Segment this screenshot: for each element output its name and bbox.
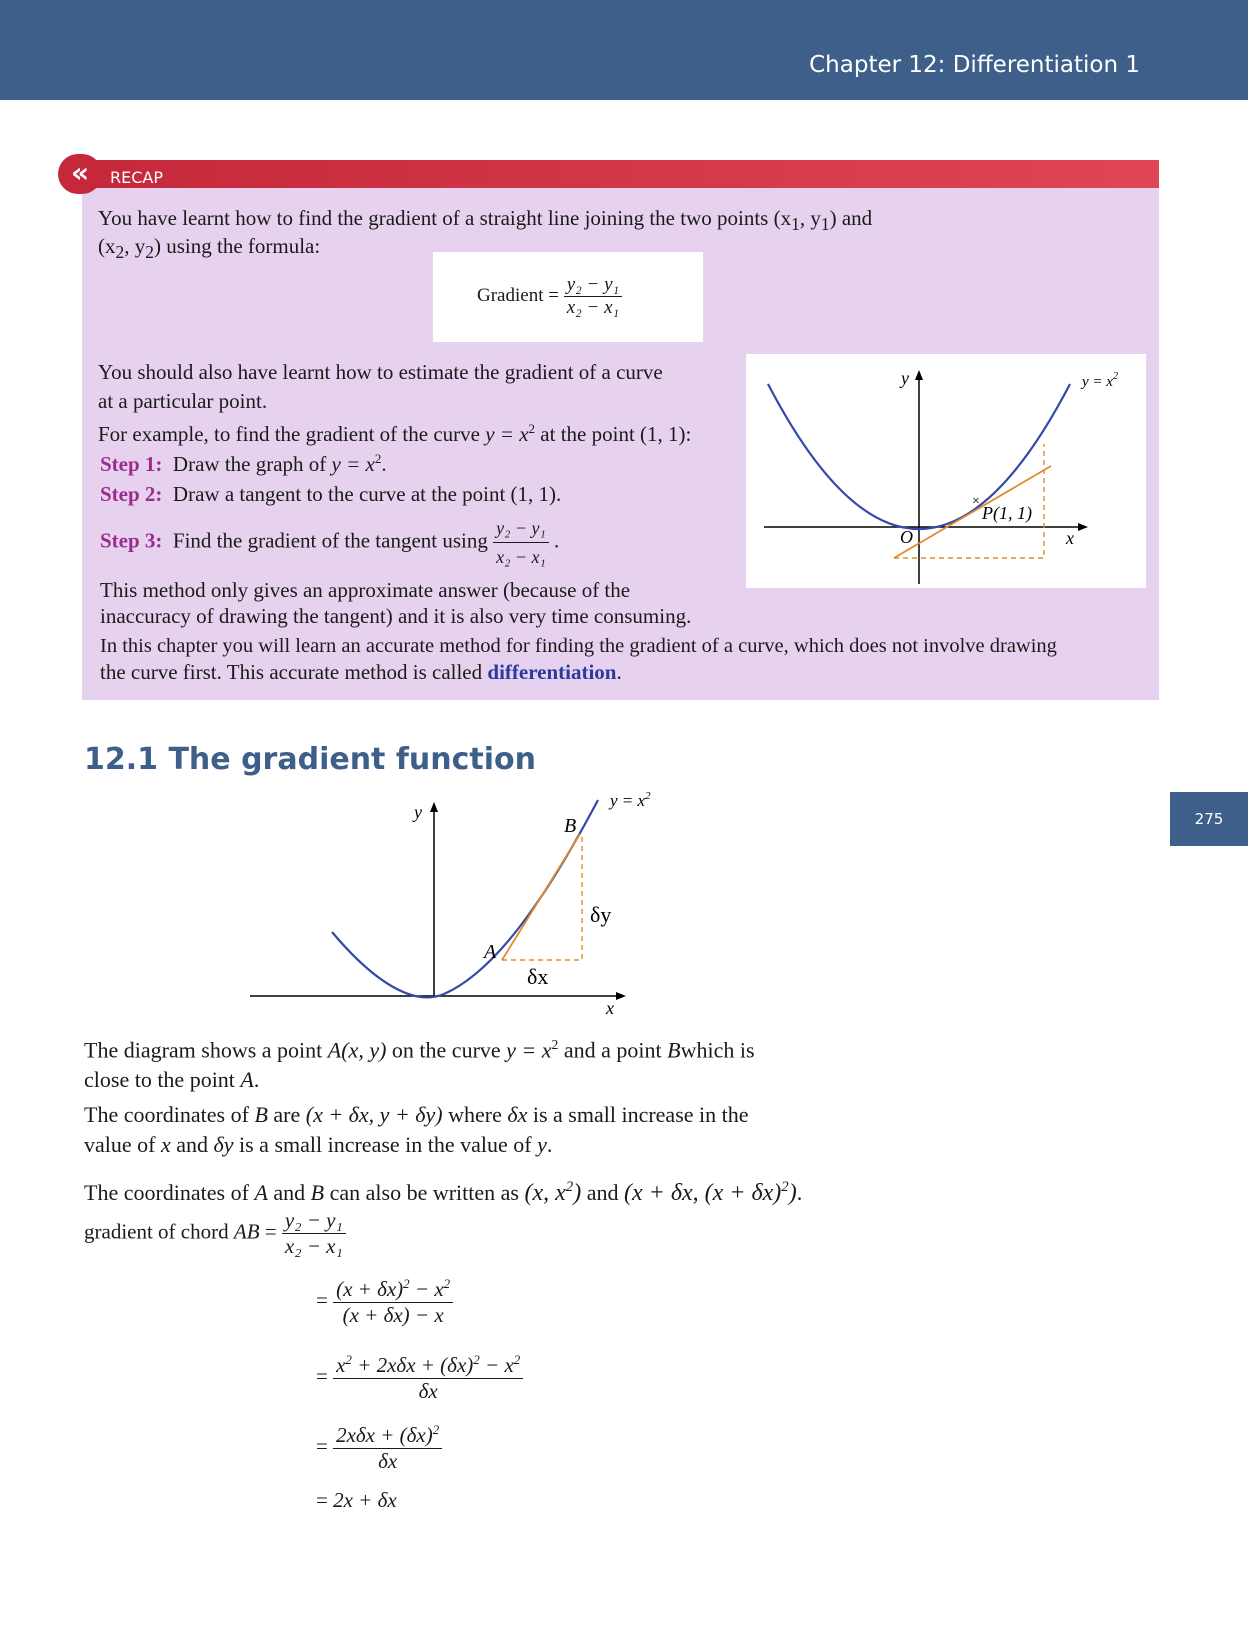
recap-graph [746,354,1146,588]
gradient-formula-box [433,252,703,342]
recap-chapter-2: the curve first. This accurate method is called differentiation. [100,660,622,684]
recap-para-1: You should also have learnt how to estimate the gradient of a curve [98,360,663,384]
section-heading: 12.1 The gradient function [84,742,536,777]
section-para-3: The coordinates of A and B can also be written as (x, $x^2$) and (x + δx, $(x + \delta x)^2$). [84,1179,803,1206]
section-x-axis-arrow-icon [616,992,626,1000]
recap-origin-label: O [900,527,913,547]
recap-intro-line-2: ($x_2$, $y_2$) using the formula: [98,234,321,263]
recap-curve-label: $y = x^2$ [1082,371,1118,390]
point-b-label: B [564,815,577,837]
derivation-line-3: = $\frac{x^2 + 2x\delta x + (\delta x)^2 - x^2}{\delta x}$ [316,1352,523,1404]
derivation-line-1: gradient of chord AB = $\frac{\text{y₂ − y₁}}{\text{x₂ − x₁}}$ [84,1208,346,1259]
recap-approx-2: inaccuracy of drawing the tangent) and it is also very time consuming. [100,604,692,628]
recap-para-3: For example, to find the gradient of the curve $y = x^2$ at the point (1, 1): [98,421,692,446]
gradient-formula: Gradient = $\frac{\text{y₂ − y₁}}{\text{x₂ − x₁}}$ [477,274,622,319]
step-2: Step 2: Draw a tangent to the curve at the point (1, 1). [100,482,562,506]
chapter-title: Chapter 12: Differentiation 1 [809,52,1140,78]
derivation-line-2: = $\frac{(x + \delta x)^2 - x^2}{(x + \delta x) - x}$ [316,1276,453,1328]
key-term-differentiation: differentiation [487,660,617,684]
section-y-label: y [414,802,422,822]
derivation-line-5: = 2x + δx [316,1488,397,1512]
section-para-1: The diagram shows a point A(x, y) on the curve $y = x^2$ and a point Bwhich is close to the point A. [84,1037,755,1093]
recap-header-bar [82,160,1159,188]
recap-y-label: y [901,368,909,388]
point-a-label: A [484,941,497,963]
chapter-header-band [0,0,1248,100]
point-marker-icon: × [972,494,980,509]
section-para-2: The coordinates of B are (x + δx, y + δy) where δx is a small increase in the value of x and δy is a small increase in the value of y. [84,1102,749,1157]
recap-point-label: P(1, 1) [982,503,1032,523]
page-number-tab: 275 [1170,792,1248,846]
step-3: Step 3: Find the gradient of the tangent using $\frac{\text{y₂ − y₁}}{\text{x₂ − x₁}}$ . [100,514,559,571]
recap-intro-line-1: You have learnt how to find the gradient of a straight line joining the two points ($x_1$, $y_1$) and [98,206,873,235]
section-graph [244,792,684,1022]
recap-approx-1: This method only gives an approximate answer (because of the [100,578,631,602]
recap-label: RECAP [110,168,163,187]
recap-para-2: at a particular point. [98,389,268,413]
section-y-axis-arrow-icon [430,802,438,812]
delta-x-label: δx [527,964,549,989]
delta-y-label: δy [590,902,612,927]
section-x-label: x [606,998,614,1018]
chord-ab [502,834,580,960]
section-curve [332,800,598,997]
recap-x-label: x [1066,528,1074,548]
derivation-line-4: = $\frac{2x\delta x + (\delta x)^2}{\delta x}$ [316,1422,442,1474]
section-curve-label: $y = x^2$ [610,792,651,810]
double-chevron-left-icon: « [58,154,102,194]
step-1: Step 1: Draw the graph of $y = x^2$. [100,451,387,476]
recap-chapter-1: In this chapter you will learn an accurate method for finding the gradient of a curve, which does not involve drawing [100,635,1057,657]
